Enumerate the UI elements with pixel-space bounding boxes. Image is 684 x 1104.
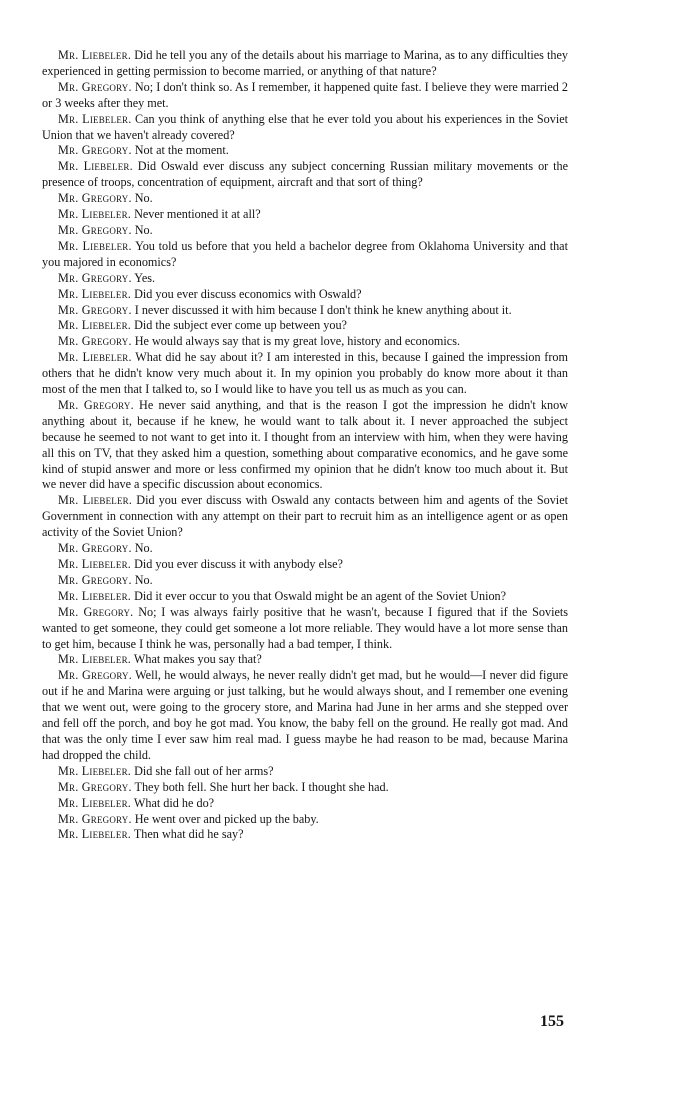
testimony-paragraph bbox=[42, 80, 568, 112]
testimony-paragraph bbox=[42, 350, 568, 398]
speaker-name: Mr. Liebeler. bbox=[58, 48, 132, 62]
speaker-name: Mr. Gregory. bbox=[58, 541, 132, 556]
statement-text: What did he do? bbox=[133, 795, 215, 810]
testimony-paragraph bbox=[42, 812, 568, 828]
statement-text: No. bbox=[134, 191, 153, 206]
speaker-name: Mr. Gregory. bbox=[58, 668, 132, 683]
statement-text: You told us before that you held a bachelor degree from Oklahoma University and that you majored in economics? bbox=[42, 238, 568, 269]
speaker-name: Mr. Gregory. bbox=[58, 222, 132, 237]
speaker-name: Mr. Gregory. bbox=[58, 302, 132, 317]
speaker-name: Mr. Liebeler. bbox=[58, 238, 132, 253]
testimony-paragraph bbox=[42, 780, 568, 796]
statement-text: They both fell. She hurt her back. I thought she had. bbox=[134, 779, 389, 794]
speaker-name: Mr. Liebeler. bbox=[58, 350, 132, 365]
page-number: 155 bbox=[540, 1013, 564, 1030]
testimony-paragraph bbox=[42, 303, 568, 319]
testimony-paragraph bbox=[42, 493, 568, 541]
statement-text: Did Oswald ever discuss any subject concerning Russian military movements or the presence of troops, concentration of equipment, aircraft and that sort of thing? bbox=[42, 159, 569, 190]
statement-text: Did the subject ever come up between you? bbox=[134, 318, 347, 333]
testimony-paragraph bbox=[42, 318, 568, 334]
speaker-name: Mr. Liebeler. bbox=[58, 286, 132, 301]
statement-text: Did she fall out of her arms? bbox=[134, 763, 274, 778]
speaker-name: Mr. Liebeler. bbox=[58, 493, 133, 508]
testimony-paragraph bbox=[42, 398, 568, 493]
speaker-name: Mr. Liebeler. bbox=[58, 795, 132, 810]
statement-text: Not at the moment. bbox=[134, 143, 229, 158]
statement-text: Did it ever occur to you that Oswald might be an agent of the Soviet Union? bbox=[134, 588, 507, 603]
statement-text: No. bbox=[134, 541, 153, 556]
speaker-name: Mr. Liebeler. bbox=[58, 111, 132, 126]
testimony-paragraph bbox=[42, 207, 568, 223]
statement-text: I never discussed it with him because I don't think he knew anything about it. bbox=[134, 302, 512, 317]
statement-text: Did he tell you any of the details about his marriage to Marina, as to any difficulties they experienced in getting permission to become married, or anything of that nature? bbox=[42, 48, 569, 78]
testimony-paragraph bbox=[42, 589, 568, 605]
speaker-name: Mr. Liebeler. bbox=[58, 763, 132, 778]
testimony-paragraph bbox=[42, 143, 568, 159]
statement-text: No. bbox=[134, 222, 153, 237]
statement-text: He never said anything, and that is the reason I got the impression he didn't know anything about it, because if he knew, he would want to talk about it. I never approached the subject because he seemed to not want to get into it. I thought from an interview with him, when they were having all this on TV, that they asked him a question, something about comparative economics, and he gave some kind of stupid answer and more or less confirmed my opinion that he didn't know too much about it. But we never did have a specific discussion about economics. bbox=[42, 397, 569, 492]
speaker-name: Mr. Liebeler. bbox=[58, 318, 132, 333]
testimony-paragraph bbox=[42, 668, 568, 763]
testimony-paragraph bbox=[42, 652, 568, 668]
testimony-paragraph bbox=[42, 557, 568, 573]
testimony-paragraph bbox=[42, 48, 568, 80]
testimony-paragraph bbox=[42, 764, 568, 780]
testimony-paragraph bbox=[42, 573, 568, 589]
speaker-name: Mr. Gregory. bbox=[58, 334, 132, 349]
statement-text: Never mentioned it at all? bbox=[134, 207, 261, 222]
speaker-name: Mr. Liebeler. bbox=[58, 207, 132, 222]
speaker-name: Mr. Liebeler. bbox=[58, 588, 132, 603]
speaker-name: Mr. Gregory. bbox=[58, 79, 132, 94]
statement-text: Well, he would always, he never really didn't get mad, but he would—I never did figure out if he and Marina were arguing or just talking, but he would always shout, and I remember one evening that we went out, were going to the grocery store, and Marina had June in her arms and she stepped over and fell off the porch, and boy he got mad. You know, the baby fell on the ground. He really got mad. And that was the only time I ever saw him real mad. I guess maybe he had reason to be mad, because Marina had dropped the child. bbox=[42, 668, 569, 762]
testimony-paragraph bbox=[42, 191, 568, 207]
speaker-name: Mr. Liebeler. bbox=[58, 827, 132, 842]
statement-text: Did you ever discuss economics with Oswald? bbox=[134, 286, 362, 301]
speaker-name: Mr. Liebeler. bbox=[58, 557, 132, 571]
statement-text: No; I was always fairly positive that he wasn't, because I figured that if the Soviets wanted to get someone, they could get someone a lot more reliable. They would have a lot more sense than to get him, because I think he was, personally had a bad temper, I think. bbox=[42, 604, 568, 651]
statement-text: What did he say about it? I am interested in this, because I gained the impression from others that he didn't know very much about it. In my opinion you probably do know more about it than most of the men that I talked to, so I would like to have you tell us as much as you can. bbox=[42, 350, 568, 397]
testimony-paragraph bbox=[42, 287, 568, 303]
statement-text: Did you ever discuss with Oswald any contacts between him and agents of the Soviet Government in connection with any attempt on their part to recruit him as an intelligence agent or as open activity of the Soviet Union? bbox=[42, 493, 568, 540]
statement-text: He went over and picked up the baby. bbox=[134, 811, 319, 826]
speaker-name: Mr. Gregory. bbox=[58, 270, 132, 285]
speaker-name: Mr. Gregory. bbox=[58, 191, 132, 206]
testimony-paragraph bbox=[42, 605, 568, 653]
testimony-paragraph bbox=[42, 827, 568, 843]
statement-text: No; I don't think so. As I remember, it happened quite fast. I believe they were married 2 or 3 weeks after they met. bbox=[42, 79, 569, 110]
statement-text: Yes. bbox=[134, 270, 156, 285]
speaker-name: Mr. Gregory. bbox=[58, 779, 132, 794]
testimony-body bbox=[42, 48, 568, 843]
testimony-paragraph bbox=[42, 541, 568, 557]
statement-text: What makes you say that? bbox=[133, 652, 262, 667]
statement-text: Can you think of anything else that he ever told you about his experiences in the Soviet Union that we haven't already covered? bbox=[42, 111, 568, 142]
statement-text: He would always say that is my great love, history and economics. bbox=[134, 334, 461, 349]
testimony-paragraph bbox=[42, 112, 568, 144]
speaker-name: Mr. Gregory. bbox=[58, 604, 134, 619]
testimony-paragraph bbox=[42, 334, 568, 350]
speaker-name: Mr. Gregory. bbox=[58, 811, 132, 826]
testimony-paragraph bbox=[42, 239, 568, 271]
statement-text: No. bbox=[134, 572, 153, 587]
speaker-name: Mr. Liebeler. bbox=[58, 159, 133, 174]
testimony-paragraph bbox=[42, 271, 568, 287]
testimony-paragraph bbox=[42, 223, 568, 239]
testimony-paragraph bbox=[42, 159, 568, 191]
statement-text: Did you ever discuss it with anybody else? bbox=[134, 557, 343, 571]
speaker-name: Mr. Gregory. bbox=[58, 143, 132, 158]
statement-text: Then what did he say? bbox=[133, 827, 244, 842]
speaker-name: Mr. Gregory. bbox=[58, 397, 134, 412]
speaker-name: Mr. Gregory. bbox=[58, 572, 132, 587]
speaker-name: Mr. Liebeler. bbox=[58, 652, 132, 667]
testimony-paragraph bbox=[42, 796, 568, 812]
